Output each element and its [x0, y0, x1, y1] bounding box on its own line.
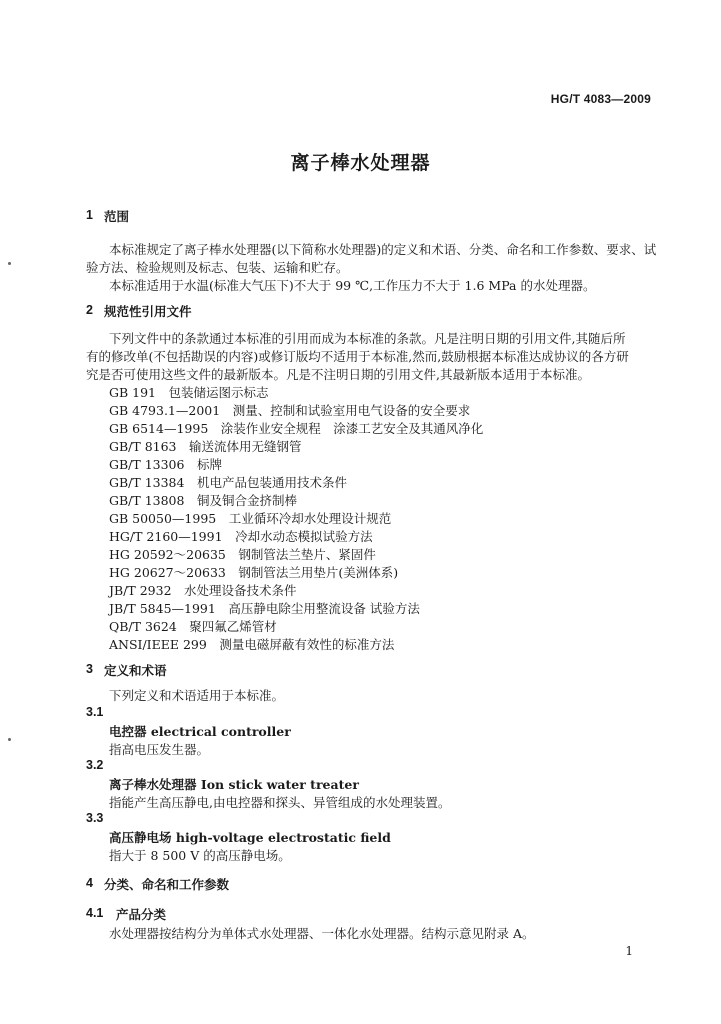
reference-code: GB 50050—1995 [109, 511, 217, 526]
section-2-para-line: 有的修改单(不包括勘误的内容)或修订版均不适用于本标准,然而,鼓励根据本标准达成协议的各方研 [86, 349, 629, 364]
reference-title: 测量、控制和试验室用电气设备的安全要求 [232, 403, 471, 418]
section-2-heading: 规范性引用文件 [104, 304, 192, 319]
reference-title: 铜及铜合金挤制棒 [196, 493, 297, 508]
definition-desc: 指大于 8 500 V 的高压静电场。 [109, 848, 291, 863]
reference-item [109, 419, 483, 437]
section-1-heading: 范围 [104, 209, 130, 224]
reference-code: GB 6514—1995 [109, 421, 209, 436]
reference-title: 钢制管法兰用垫片(美洲体系) [238, 565, 399, 580]
scan-speck [8, 262, 11, 265]
reference-title: 测量电磁屏蔽有效性的标准方法 [219, 637, 395, 652]
section-4-heading: 分类、命名和工作参数 [104, 877, 230, 892]
subsection-heading: 产品分类 [116, 907, 167, 922]
section-3-heading: 定义和术语 [104, 663, 167, 678]
definition-term-text: 电控器 electrical controller [109, 724, 291, 739]
section-4-number: 4 [86, 876, 93, 890]
section-1-para-line: 验方法、检验规则及标志、包装、运输和贮存。 [86, 260, 349, 275]
reference-item [109, 581, 297, 599]
reference-code: GB/T 13384 [109, 475, 185, 490]
section-3-number: 3 [86, 662, 93, 676]
reference-item [109, 437, 302, 455]
reference-title: 聚四氟乙烯管材 [189, 619, 277, 634]
section-1-para-line: 本标准规定了离子棒水处理器(以下简称水处理器)的定义和术语、分类、命名和工作参数、要求、试 [109, 242, 657, 257]
reference-title: 水处理设备技术条件 [184, 583, 297, 598]
reference-item [109, 635, 394, 653]
reference-code: GB/T 13808 [109, 493, 185, 508]
reference-title: 机电产品包装通用技术条件 [196, 475, 347, 490]
reference-code: GB/T 13306 [109, 457, 185, 472]
reference-code: ANSI/IEEE 299 [109, 637, 207, 652]
reference-item [109, 509, 391, 527]
reference-item [109, 599, 420, 617]
definition-term-text: 离子棒水处理器 Ion stick water treater [109, 777, 359, 792]
reference-title: 钢制管法兰垫片、紧固件 [238, 547, 376, 562]
reference-item [109, 401, 470, 419]
reference-code: JB/T 5845—1991 [109, 601, 216, 616]
section-2-number: 2 [86, 303, 93, 317]
reference-code: GB 191 [109, 385, 157, 400]
reference-code: HG 20627～20633 [109, 565, 226, 580]
reference-code: QB/T 3624 [109, 619, 177, 634]
document-title: 离子棒水处理器 [290, 152, 431, 174]
definition-term [109, 828, 391, 846]
subsection-text: 水处理器按结构分为单体式水处理器、一体化水处理器。结构示意见附录 A。 [109, 926, 535, 941]
definition-desc: 指高电压发生器。 [109, 742, 210, 757]
reference-title: 高压静电除尘用整流设备 试验方法 [228, 601, 420, 616]
reference-item [109, 527, 373, 545]
reference-title: 冷却水动态模拟试验方法 [235, 529, 373, 544]
definition-number: 3.1 [86, 705, 104, 719]
section-2-para-line: 究是否可使用这些文件的最新版本。凡是不注明日期的引用文件,其最新版本适用于本标准。 [86, 367, 590, 382]
definition-term [109, 722, 291, 740]
reference-title: 涂装作业安全规程 涂漆工艺安全及其通风净化 [220, 421, 484, 436]
reference-code: GB/T 8163 [109, 439, 177, 454]
reference-code: HG 20592～20635 [109, 547, 226, 562]
reference-item [109, 473, 347, 491]
reference-item [109, 545, 376, 563]
section-1-number: 1 [86, 208, 93, 222]
section-2-para-line: 下列文件中的条款通过本标准的引用而成为本标准的条款。凡是注明日期的引用文件,其随后所 [109, 331, 626, 346]
reference-code: GB 4793.1—2001 [109, 403, 221, 418]
section-3-intro: 下列定义和术语适用于本标准。 [109, 688, 285, 703]
definition-desc: 指能产生高压静电,由电控器和探头、异管组成的水处理装置。 [109, 795, 451, 810]
subsection-number: 4.1 [86, 906, 104, 920]
reference-item [109, 383, 269, 401]
scan-speck [8, 738, 11, 741]
definition-term-text: 高压静电场 high-voltage electrostatic field [109, 830, 391, 845]
reference-title: 标牌 [196, 457, 222, 472]
reference-title: 包装储运图示标志 [168, 385, 269, 400]
reference-title: 输送流体用无缝钢管 [189, 439, 302, 454]
reference-title: 工业循环冷却水处理设计规范 [228, 511, 392, 526]
reference-item [109, 617, 277, 635]
reference-item [109, 491, 297, 509]
reference-item [109, 563, 398, 581]
page-number: 1 [625, 944, 633, 958]
definition-term [109, 775, 359, 793]
reference-item [109, 455, 222, 473]
section-1-para-line: 本标准适用于水温(标准大气压下)不大于 99 ℃,工作压力不大于 1.6 MPa 的水处理器。 [109, 278, 596, 293]
definition-number: 3.2 [86, 758, 104, 772]
definition-number: 3.3 [86, 811, 104, 825]
reference-code: JB/T 2932 [109, 583, 172, 598]
standard-number: HG/T 4083—2009 [550, 92, 651, 106]
reference-code: HG/T 2160—1991 [109, 529, 223, 544]
